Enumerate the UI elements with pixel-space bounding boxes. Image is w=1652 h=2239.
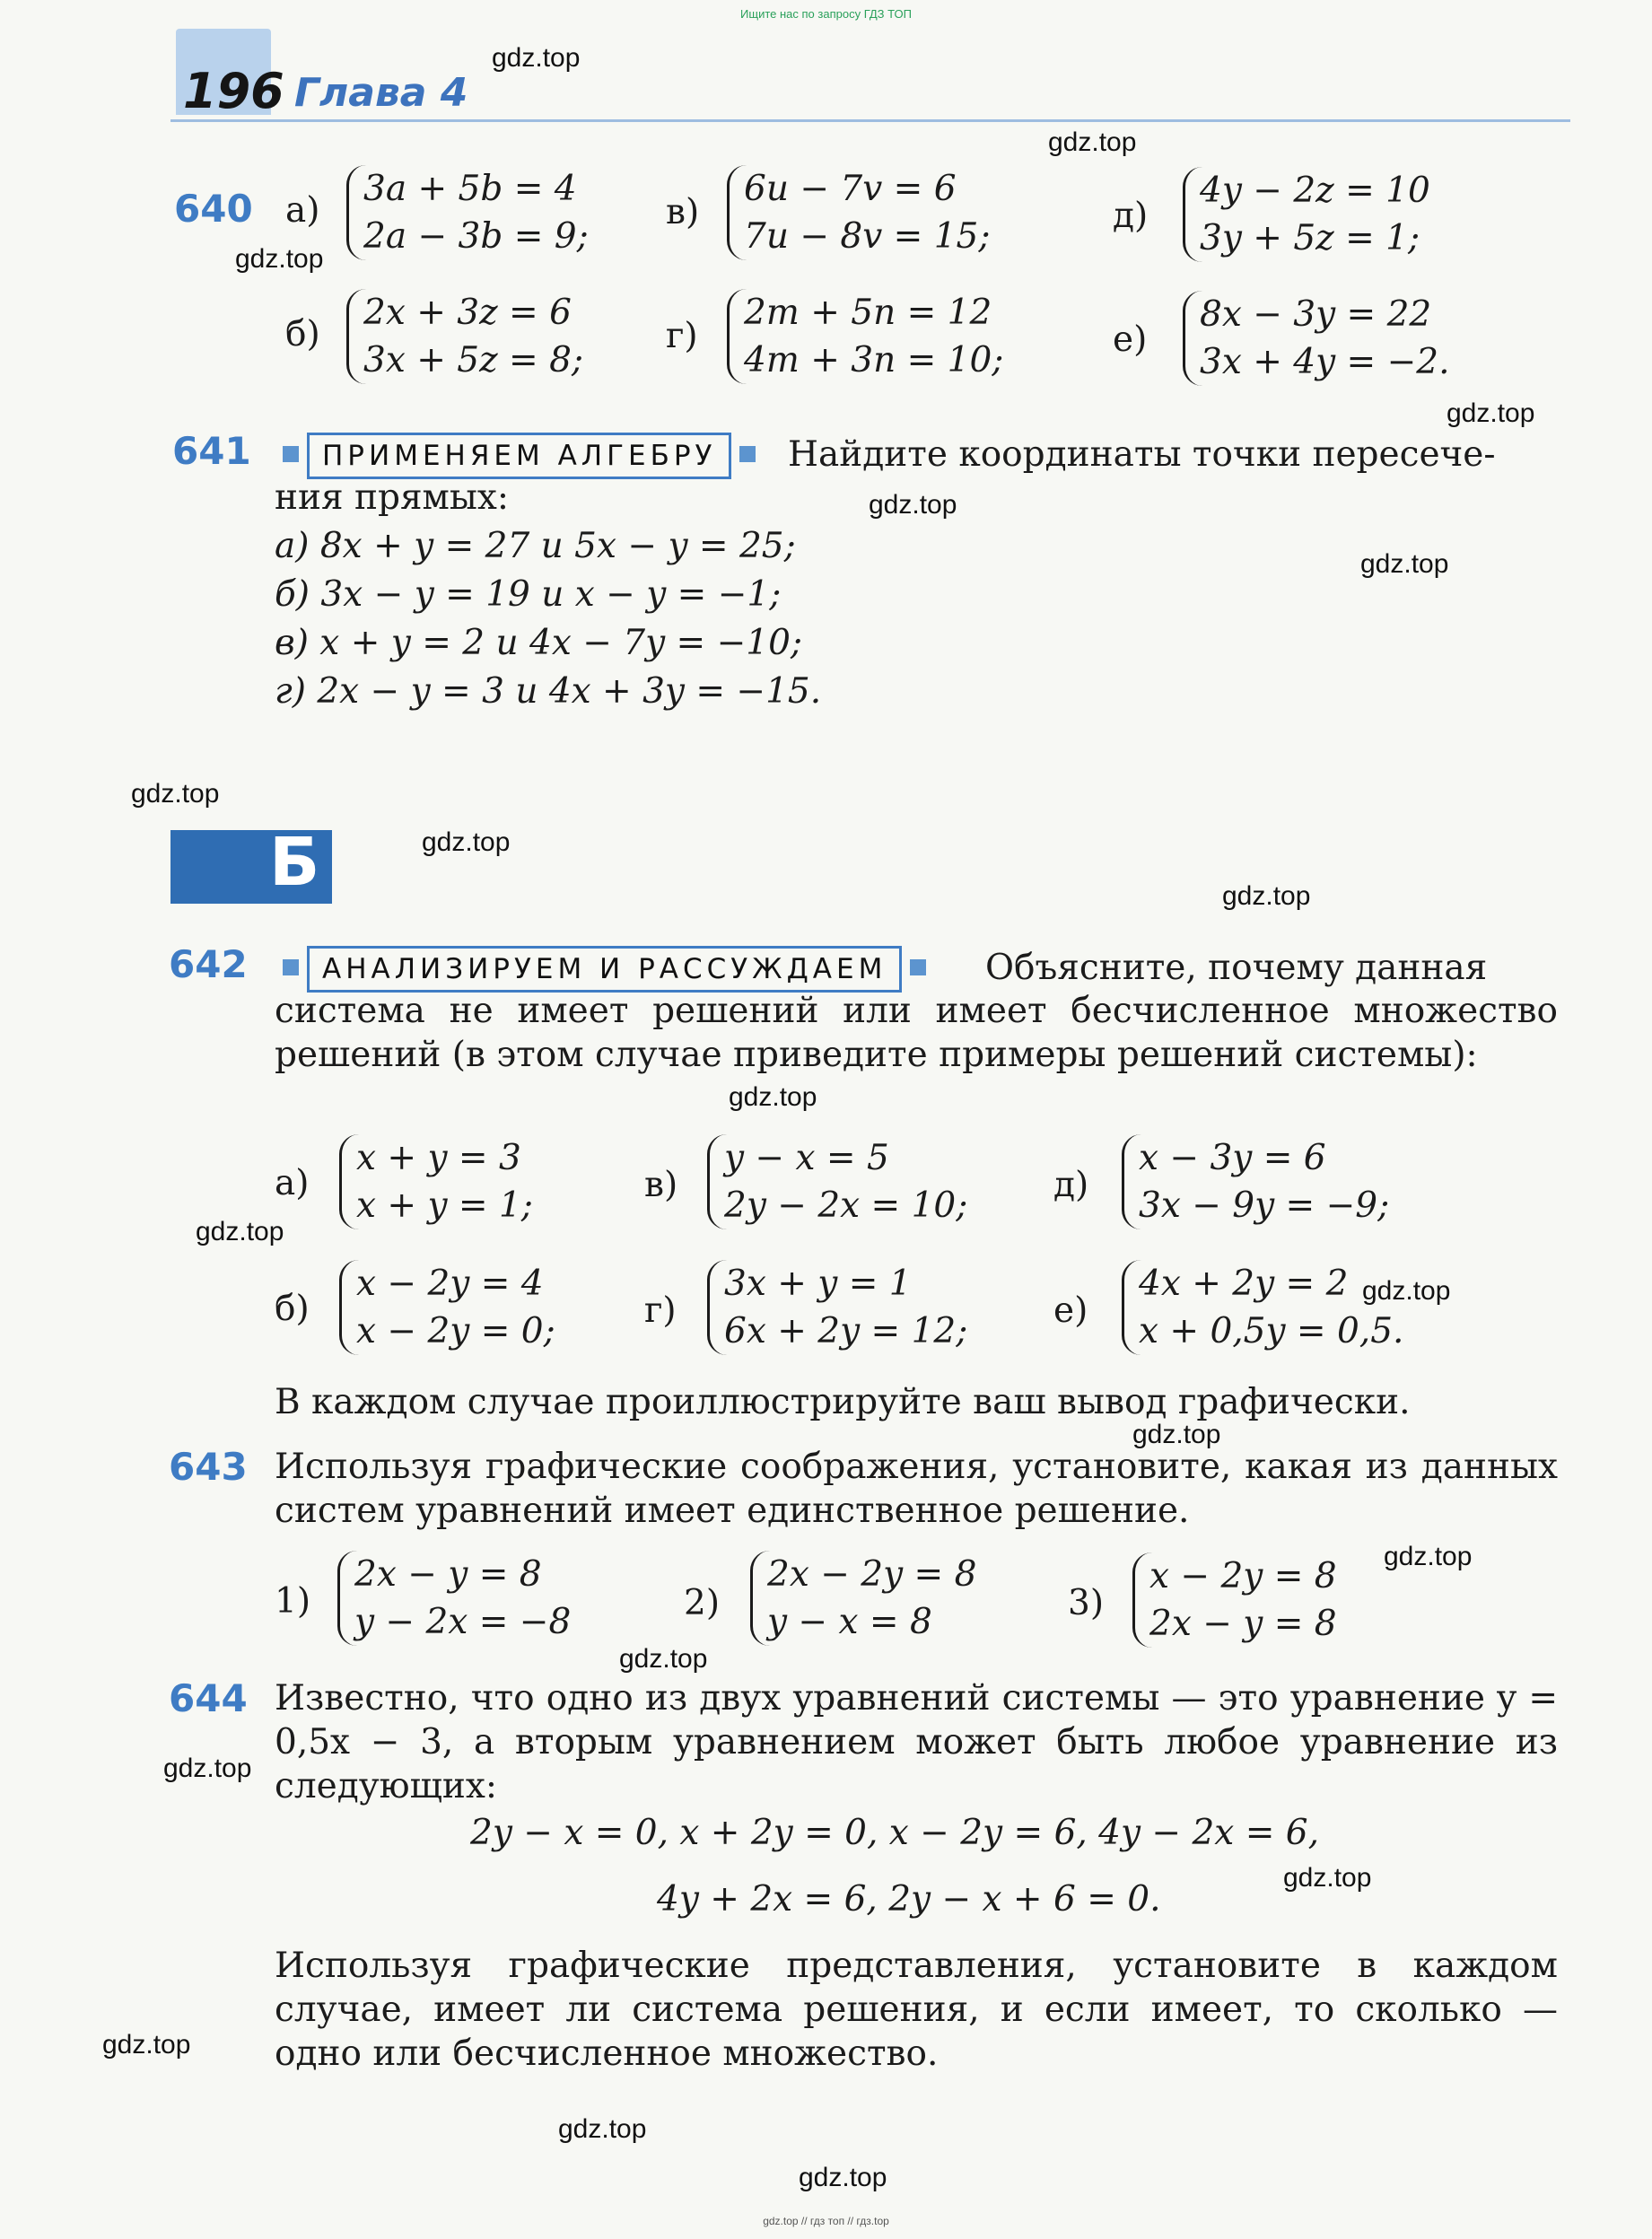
equation-list: 2y − x = 0, x + 2y = 0, x − 2y = 6, 4y − 2x = 6,: [470, 1813, 1319, 1853]
equation: 2y − 2x = 10;: [724, 1185, 968, 1226]
equation: 8x − 3y = 22: [1200, 294, 1432, 335]
equation-system: [1122, 1260, 1403, 1355]
chapter-title: Глава 4: [294, 70, 468, 116]
exercise-text: В каждом случае проиллюстрируйте ваш вывод графически.: [275, 1382, 1411, 1422]
exercise-number: 641: [172, 429, 251, 473]
item-label: б): [285, 314, 320, 354]
exercise-line: б) 3x − y = 19 и x − y = −1;: [275, 574, 782, 615]
exercise-text: Найдите координаты точки пересече-: [788, 434, 1496, 475]
equation-system: [1183, 167, 1430, 262]
section-tag: АНАЛИЗИРУЕМ И РАССУЖДАЕМ: [307, 946, 902, 993]
watermark: gdz.top: [1048, 127, 1137, 157]
watermark: gdz.top: [1283, 1863, 1372, 1893]
equation: 2x + 3z = 6: [363, 293, 572, 333]
equation: y − 2x = −8: [354, 1602, 572, 1642]
equation-system: [339, 1134, 533, 1229]
item-label: в): [666, 192, 700, 232]
equation-system: [1122, 1134, 1389, 1229]
equation-system: [346, 165, 589, 260]
equation: 3x + y = 1: [724, 1264, 912, 1304]
item-label: в): [644, 1165, 678, 1205]
watermark: gdz.top: [422, 827, 511, 857]
equation: 6x + 2y = 12;: [724, 1311, 968, 1351]
exercise-text: ния прямых:: [275, 477, 510, 518]
item-label: д): [1053, 1165, 1089, 1205]
equation: 2x − y = 8: [354, 1554, 542, 1595]
section-tag: ПРИМЕНЯЕМ АЛГЕБРУ: [307, 433, 731, 479]
exercise-number: 640: [174, 187, 253, 231]
equation: 4x + 2y = 2: [1139, 1264, 1349, 1304]
item-label: д): [1113, 196, 1149, 236]
equation-list: 4y + 2x = 6, 2y − x + 6 = 0.: [657, 1879, 1161, 1920]
equation: y − x = 5: [724, 1138, 889, 1178]
watermark: gdz.top: [619, 1644, 708, 1674]
equation: 3a + 5b = 4: [363, 169, 577, 209]
equation-system: [346, 289, 583, 384]
exercise-number: 642: [169, 942, 248, 986]
equation-system: [1132, 1552, 1337, 1648]
equation: 2x − 2y = 8: [767, 1554, 977, 1595]
equation: 4m + 3n = 10;: [744, 340, 1004, 380]
watermark: gdz.top: [1447, 398, 1535, 428]
watermark: gdz.top: [1222, 881, 1311, 911]
equation-system: [339, 1260, 555, 1355]
watermark: gdz.top: [729, 1082, 817, 1112]
bottom-note: gdz.top // гдз топ // гдз.top: [763, 2215, 889, 2227]
equation: x − 2y = 8: [1149, 1556, 1337, 1596]
watermark: gdz.top: [102, 2030, 191, 2060]
equation-system: [1183, 291, 1449, 386]
exercise-text: система не имеет решений или имеет бесчисленное множество решений (в этом случае приведите примеры решений системы):: [275, 991, 1558, 1075]
exercise-number: 643: [169, 1445, 248, 1489]
watermark: gdz.top: [1360, 549, 1449, 579]
equation-system: [750, 1551, 976, 1646]
equation: x − 2y = 0;: [356, 1311, 555, 1351]
watermark: gdz.top: [492, 43, 581, 73]
equation: x + y = 1;: [356, 1185, 533, 1226]
item-label: б): [275, 1289, 310, 1329]
equation-system: [707, 1260, 967, 1355]
exercise-line: г) 2x − y = 3 и 4x + 3y = −15.: [275, 671, 822, 712]
watermark: gdz.top: [131, 779, 220, 809]
equation: 3x + 4y = −2.: [1200, 342, 1450, 382]
item-label: г): [644, 1290, 677, 1331]
equation: 2a − 3b = 9;: [363, 216, 589, 257]
item-label: г): [666, 316, 698, 356]
watermark: gdz.top: [799, 2163, 887, 2192]
header-rule: [170, 119, 1570, 122]
watermark: gdz.top: [235, 244, 324, 274]
watermark: gdz.top: [1384, 1542, 1473, 1571]
item-label: 2): [684, 1583, 721, 1623]
watermark: gdz.top: [1362, 1276, 1451, 1306]
item-label: е): [1113, 319, 1148, 360]
equation: y − x = 8: [767, 1602, 932, 1642]
equation: 2m + 5n = 12: [744, 293, 992, 333]
watermark: gdz.top: [558, 2114, 647, 2144]
equation: 3y + 5z = 1;: [1200, 218, 1420, 258]
watermark: gdz.top: [196, 1217, 284, 1246]
exercise-text: Объясните, почему данная: [985, 948, 1488, 988]
equation: 2x − y = 8: [1149, 1604, 1337, 1644]
item-label: а): [275, 1163, 310, 1203]
watermark: gdz.top: [869, 490, 957, 520]
equation: 7u − 8v = 15;: [744, 216, 991, 257]
top-note: Ищите нас по запросу ГДЗ ТОП: [740, 7, 912, 21]
equation-system: [337, 1551, 571, 1646]
item-label: а): [285, 190, 320, 231]
equation-system: [707, 1134, 967, 1229]
exercise-line: в) x + y = 2 и 4x − 7y = −10;: [275, 623, 803, 663]
equation: x − 3y = 6: [1139, 1138, 1326, 1178]
page-number: 196: [183, 63, 284, 119]
watermark: gdz.top: [163, 1754, 252, 1783]
equation: 6u − 7v = 6: [744, 169, 957, 209]
section-letter: Б: [269, 824, 320, 901]
equation: x + 0,5y = 0,5.: [1139, 1311, 1404, 1351]
exercise-text: Используя графические соображения, установите, какая из данных систем уравнений имеет единственное решение.: [275, 1447, 1558, 1531]
item-label: 3): [1068, 1583, 1105, 1623]
exercise-text: Известно, что одно из двух уравнений системы — это уравнение y = 0,5x − 3, а вторым уравнением может быть любое уравнение из следующих:: [275, 1678, 1558, 1806]
equation: 3x − 9y = −9;: [1139, 1185, 1390, 1226]
equation: x + y = 3: [356, 1138, 521, 1178]
item-label: е): [1053, 1290, 1088, 1331]
equation: 3x + 5z = 8;: [363, 340, 584, 380]
exercise-line: а) 8x + y = 27 и 5x − y = 25;: [275, 526, 796, 566]
item-label: 1): [275, 1581, 311, 1622]
equation-system: [727, 165, 991, 260]
equation: x − 2y = 4: [356, 1264, 544, 1304]
equation-system: [727, 289, 1003, 384]
watermark: gdz.top: [1132, 1420, 1221, 1449]
equation: 4y − 2z = 10: [1200, 171, 1430, 211]
exercise-number: 644: [169, 1676, 248, 1720]
exercise-text: Используя графические представления, установите в каждом случае, имеет ли система решения, и если имеет, то сколько — одно или бесчисленное множество.: [275, 1946, 1558, 2074]
